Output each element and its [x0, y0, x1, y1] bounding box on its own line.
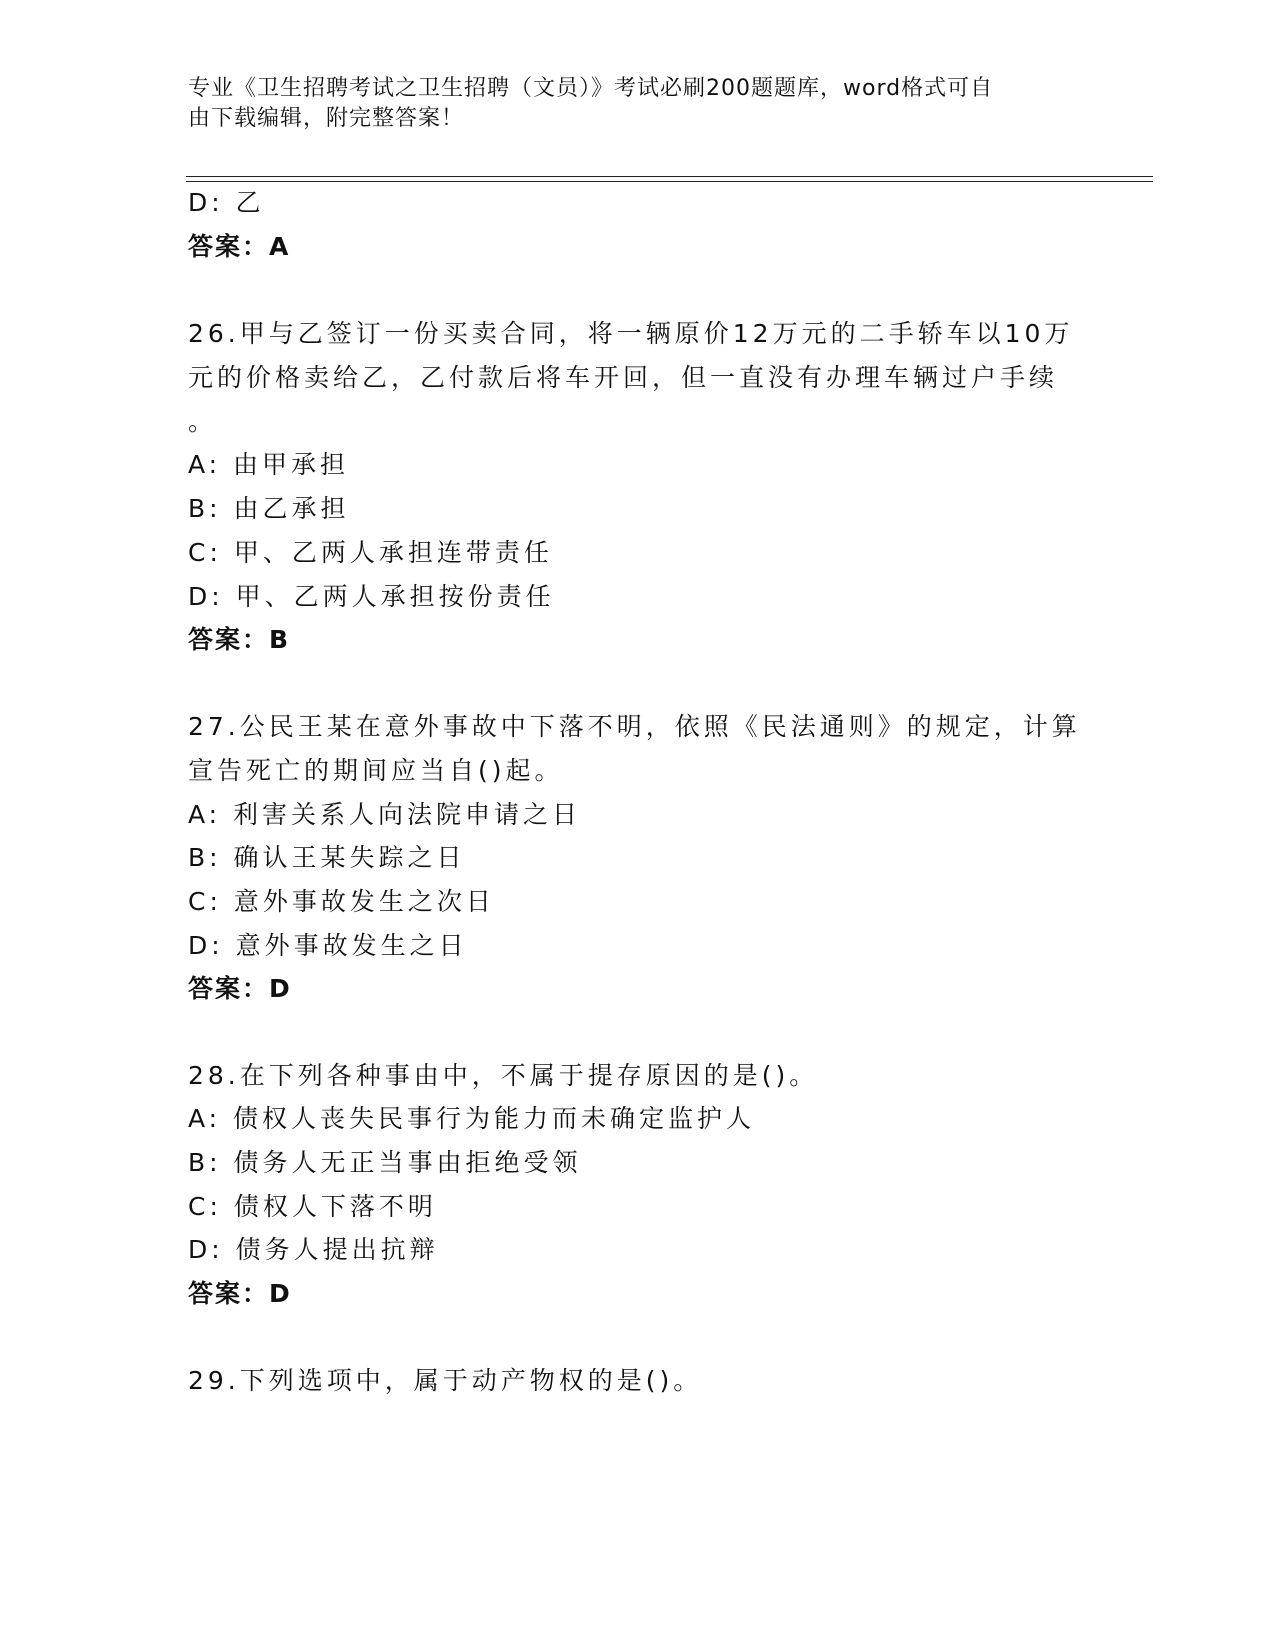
- question-28-option-a: A: 债权人丧失民事行为能力而未确定监护人: [188, 1104, 756, 1133]
- prev-option-d: D: 乙: [188, 188, 265, 217]
- question-26-option-b: B: 由乙承担: [188, 494, 350, 523]
- question-28-option-d: D: 债务人提出抗辩: [188, 1235, 439, 1264]
- question-29-stem-line-1: 29.下列选项中，属于动产物权的是()。: [188, 1366, 703, 1395]
- prev-answer: 答案：A: [188, 232, 291, 261]
- question-26-stem-line-1: 26.甲与乙签订一份买卖合同，将一辆原价12万元的二手轿车以10万: [188, 319, 1074, 348]
- question-26-option-d: D: 甲、乙两人承担按份责任: [188, 582, 555, 611]
- question-28-option-c: C: 债权人下落不明: [188, 1192, 437, 1221]
- question-26-option-a: A: 由甲承担: [188, 450, 350, 479]
- header-line-1: 专业《卫生招聘考试之卫生招聘（文员）》考试必刷200题题库，word格式可自: [188, 76, 994, 101]
- question-27-option-a: A: 利害关系人向法院申请之日: [188, 800, 582, 829]
- question-27-option-d: D: 意外事故发生之日: [188, 931, 468, 960]
- question-27-option-c: C: 意外事故发生之次日: [188, 887, 495, 916]
- header-line-2: 由下载编辑，附完整答案！: [188, 106, 465, 131]
- question-28-stem-line-1: 28.在下列各种事由中，不属于提存原因的是()。: [188, 1061, 819, 1090]
- document-header: [188, 74, 1068, 134]
- question-26-stem-line-3: 。: [188, 407, 218, 436]
- question-26-answer: 答案：B: [188, 625, 291, 654]
- question-27-stem-line-1: 27.公民王某在意外事故中下落不明，依照《民法通则》的规定，计算: [188, 712, 1081, 741]
- question-27-option-b: B: 确认王某失踪之日: [188, 843, 466, 872]
- question-27-stem-line-2: 宣告死亡的期间应当自()起。: [188, 756, 564, 785]
- question-28-option-b: B: 债务人无正当事由拒绝受领: [188, 1148, 582, 1177]
- question-26-option-c: C: 甲、乙两人承担连带责任: [188, 538, 553, 567]
- question-27-answer: 答案：D: [188, 974, 292, 1003]
- question-26-stem-line-2: 元的价格卖给乙，乙付款后将车开回，但一直没有办理车辆过户手续: [188, 363, 1059, 392]
- header-rule-bottom: [186, 181, 1153, 182]
- header-rule-top: [186, 176, 1153, 177]
- question-28-answer: 答案：D: [188, 1279, 292, 1308]
